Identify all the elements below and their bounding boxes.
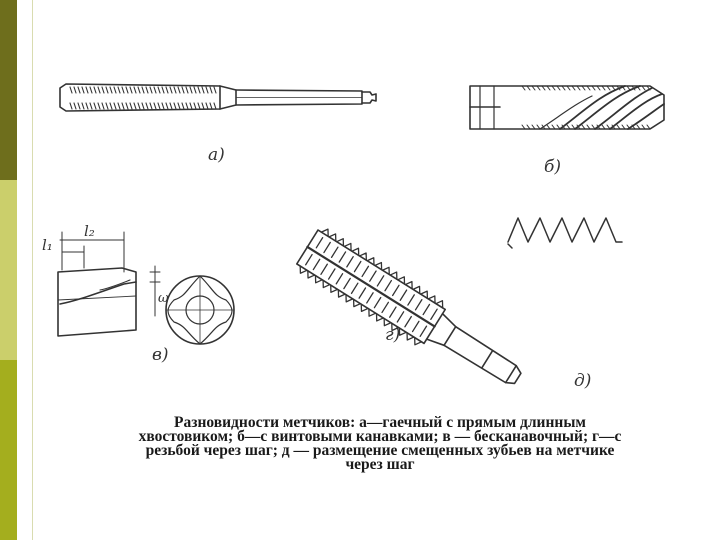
figure-b-flutes: [540, 86, 664, 129]
figure-a-neck: [220, 86, 236, 109]
figure-v-label: в): [152, 345, 169, 365]
figure-b-label: б): [544, 157, 562, 177]
figure-g-label: г): [385, 325, 401, 345]
figure-d-teeth-rows: [508, 218, 622, 248]
caption-line-3: резьбой через шаг; д — размещение смещенных зубьев на метчике: [145, 442, 615, 459]
figure-a-thread-hatching: [70, 87, 216, 109]
caption-line-2: хвостовиком; б—с винтовыми канавками; в — бесканавочный; г—с: [138, 428, 622, 445]
figure-v-axis-line: [58, 296, 136, 300]
figure-a-label: а): [208, 145, 225, 165]
figure-v-lobe-curve: [60, 282, 136, 304]
figure-v-dim-w: ω: [158, 291, 169, 306]
figure-b-helical-tap: [470, 86, 664, 177]
figure-b-thread-hatching: [522, 86, 650, 129]
caption-line-1: Разновидности метчиков: а—гаечный с прямым длинным: [174, 414, 586, 431]
figure-v-dim-l1: l₁: [42, 236, 53, 254]
figure-d-offset-teeth: [508, 218, 622, 391]
figure-g-shank: [444, 327, 517, 384]
figure-caption: [60, 416, 700, 472]
figure-a-square-end: [362, 92, 376, 103]
figure-v-dim-l2: l₂: [84, 222, 95, 240]
caption-line-4: через шаг: [345, 456, 415, 473]
figure-v-fluteless-tap: [42, 222, 234, 365]
figure-g-skip-tooth-tap: [294, 225, 532, 400]
figure-a-nut-tap: [60, 84, 376, 165]
figure-d-label: д): [574, 371, 592, 391]
figure-a-thread-outline: [60, 84, 220, 111]
